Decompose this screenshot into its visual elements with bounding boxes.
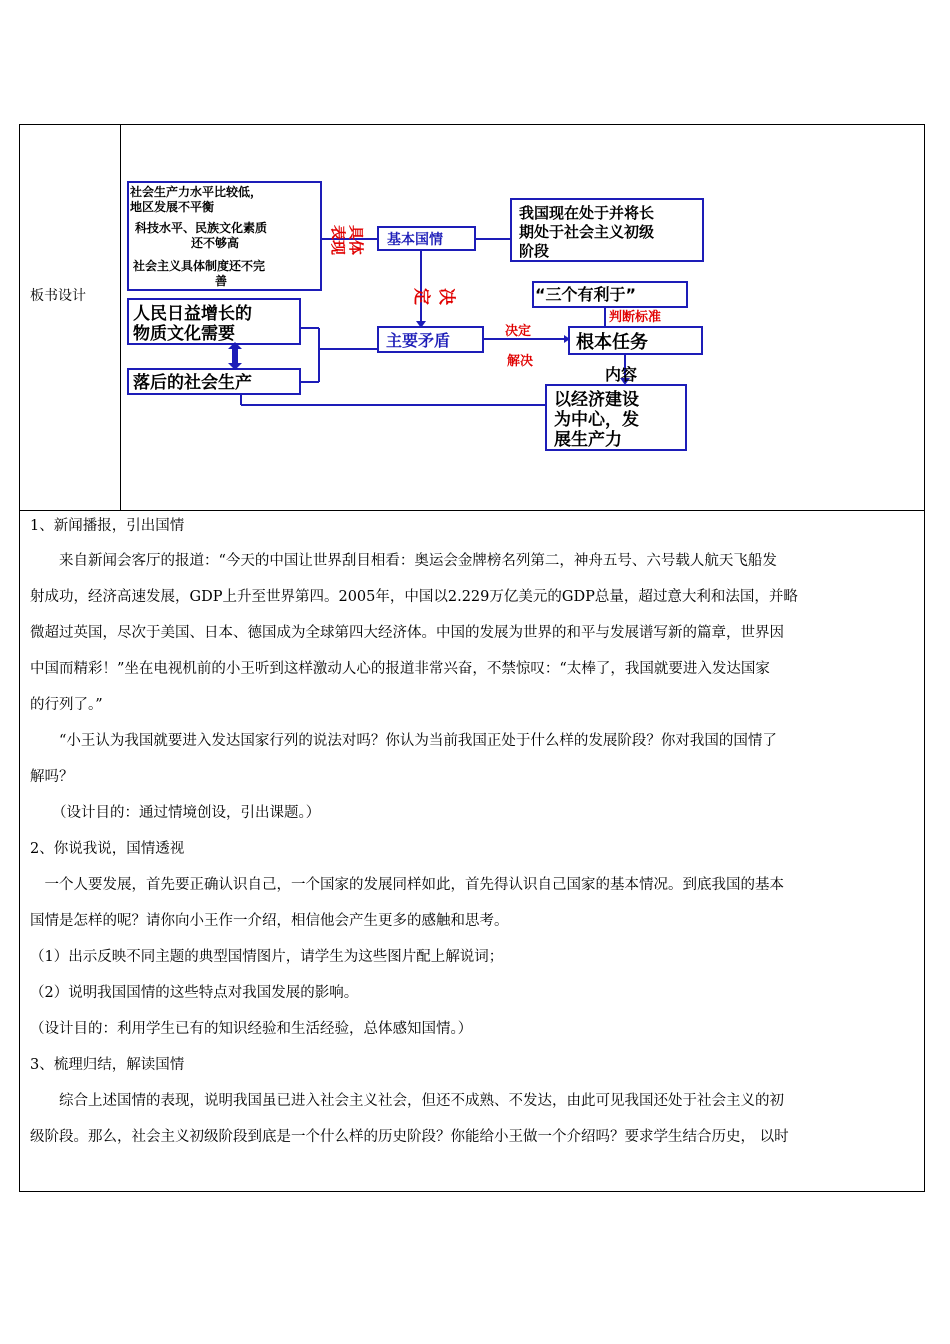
- three-benefits: “三个有利于”: [535, 285, 637, 304]
- left-box-line-5: 社会主义具体制度还不完: [133, 259, 266, 273]
- left-box-line-6: 善: [215, 274, 228, 288]
- backward: 落后的社会生产: [133, 373, 252, 393]
- economic-line-2: 为中心，发: [554, 410, 639, 430]
- s1-para1-line4: 中国而精彩！”坐在电视机前的小王听到这样激动人心的报道非常兴奋，不禁惊叹：“太棒了，我国就要进入发达国家: [30, 661, 770, 677]
- s3-para1-line2: 级阶段。那么，社会主义初级阶段到底是一个什么样的历史阶段？你能给小王做一个介绍吗？要求学生结合历史， 以时: [30, 1129, 789, 1145]
- decide: 决定: [505, 324, 532, 339]
- left-box-line-3: 科技水平、民族文化素质: [135, 221, 268, 235]
- s3-para1-line1: 综合上述国情的表现，说明我国虽已进入社会主义社会，但还不成熟、不发达，由此可见我国还处于社会主义的初: [59, 1093, 784, 1109]
- main-contradiction: 主要矛盾: [386, 331, 451, 350]
- s1-para2-line1: “小王认为我国就要进入发达国家行列的说法对吗？你认为当前我国正处于什么样的发展阶段？你对我国的国情了: [59, 733, 777, 749]
- judgement-standard: 判断标准: [609, 310, 662, 325]
- s2-para1-line1: 一个人要发展，首先要正确认识自己，一个国家的发展同样如此，首先得认识自己国家的基本情况。到底我国的基本: [44, 877, 784, 893]
- s2-para1-line2: 国情是怎样的呢？请你向小王作一介绍，相信他会产生更多的感触和思考。: [30, 913, 509, 929]
- board-design-row: [20, 125, 924, 511]
- section-2-title: 2、你说我说，国情透视: [30, 841, 185, 857]
- basic-situation: 基本国情: [387, 232, 443, 248]
- content: 内容: [605, 365, 638, 384]
- economic-line-3: 展生产力: [554, 430, 622, 450]
- s1-para1-line2: 射成功，经济高速发展，GDP上升至世界第四。2005年，中国以2.229万亿美元的GDP总量，超过意大利和法国，并略: [30, 589, 798, 605]
- concept-map: [121, 125, 924, 510]
- label-decide-v-2: 定: [411, 288, 431, 305]
- left-box-line-1: 社会生产力水平比较低，: [130, 185, 263, 199]
- lesson-table: [19, 124, 925, 1192]
- board-design-label-cell: [20, 125, 121, 510]
- teaching-process-row: [20, 511, 924, 1191]
- s1-para2-line2: 解吗？: [30, 769, 74, 785]
- left-box-line-4: 还不够高: [191, 236, 240, 250]
- label-specific-1: 具体: [347, 225, 365, 256]
- left-box-line-2: 地区发展不平衡: [130, 200, 215, 214]
- stage-line-3: 阶段: [519, 242, 550, 260]
- section-3-title: 3、梳理归结，解读国情: [30, 1057, 185, 1073]
- label-decide-v-1: 决: [436, 288, 456, 305]
- needs-line-2: 物质文化需要: [133, 324, 235, 344]
- s2-purpose: （设计目的：利用学生已有的知识经验和生活经验，总体感知国情。）: [30, 1021, 473, 1037]
- s1-para1-line1: 来自新闻会客厅的报道：“今天的中国让世界刮目相看：奥运会金牌榜名列第二，神舟五号、六号载人航天飞船发: [59, 553, 777, 569]
- stage-line-2: 期处于社会主义初级: [519, 223, 655, 241]
- label-specific-2: 表现: [329, 225, 347, 256]
- s1-para1-line3: 微超过英国，尽次于美国、日本、德国成为全球第四大经济体。中国的发展为世界的和平与发展谱写新的篇章，世界因: [30, 625, 784, 641]
- stage-line-1: 我国现在处于并将长: [519, 204, 655, 222]
- board-design-label: 板书设计: [30, 288, 86, 304]
- section-1-title: 1、新闻播报，引出国情: [30, 518, 185, 534]
- board-diagram: [121, 125, 924, 510]
- s2-item-2: （2）说明我国国情的这些特点对我国发展的影响。: [30, 985, 359, 1001]
- fundamental-task: 根本任务: [576, 332, 648, 353]
- economic-line-1: 以经济建设: [554, 390, 639, 410]
- s2-item-1: （1）出示反映不同主题的典型国情图片，请学生为这些图片配上解说词；: [30, 949, 504, 965]
- solve: 解决: [507, 354, 534, 369]
- needs-line-1: 人民日益增长的: [133, 304, 252, 324]
- s1-purpose: （设计目的：通过情境创设，引出课题。）: [52, 805, 321, 821]
- s1-para1-line5: 的行列了。”: [30, 697, 103, 713]
